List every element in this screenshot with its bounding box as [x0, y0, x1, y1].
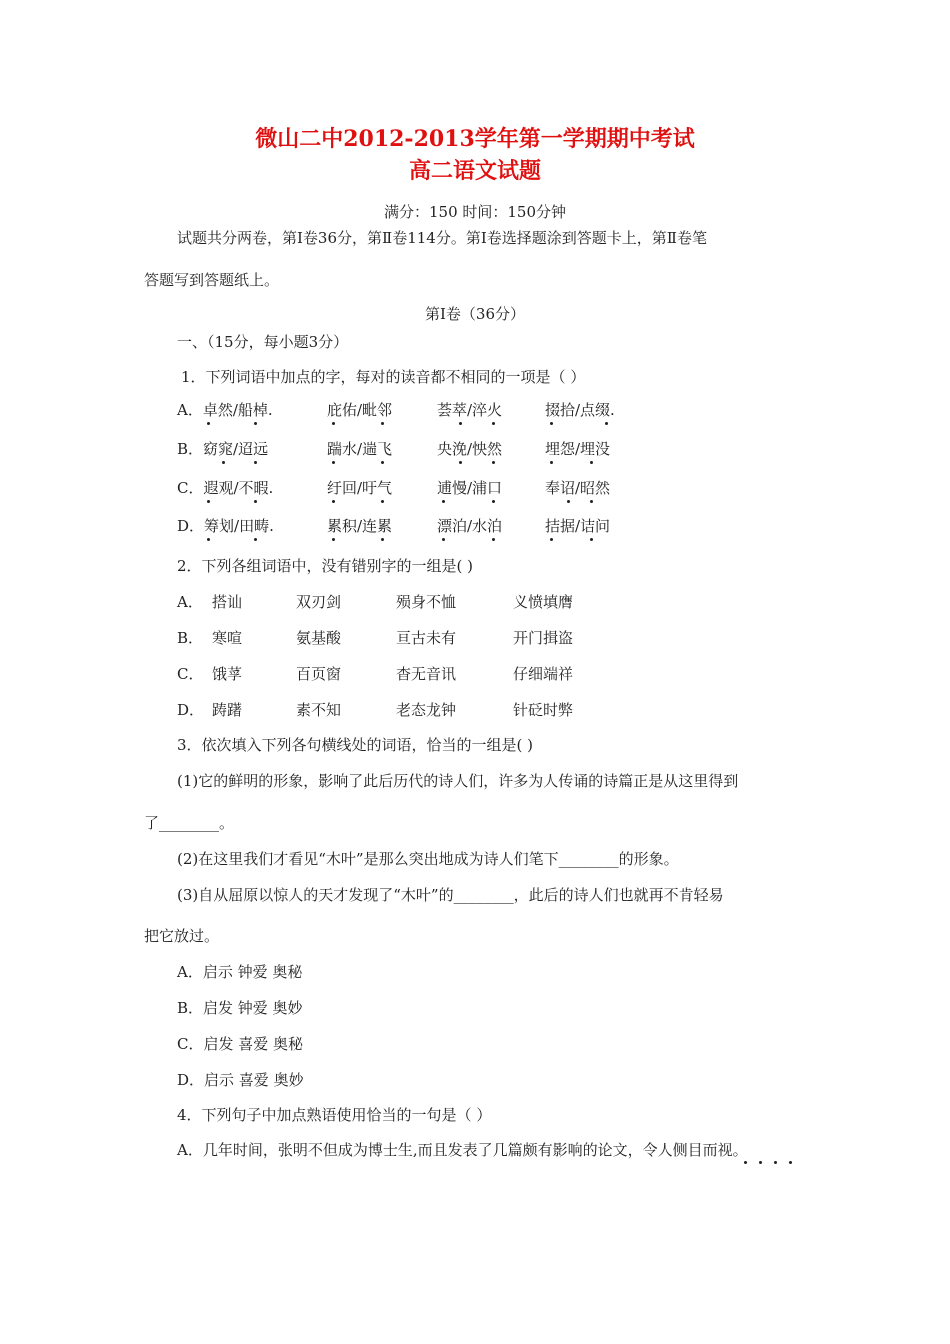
- intro-line-2: 答题写到答题纸上。: [144, 271, 280, 289]
- q3-sentence-3a: (3)自从屈原以惊人的天才发现了“木叶”的________，此后的诗人们也就再不肯轻易: [177, 886, 724, 904]
- q2-c-2: 百页窗: [296, 665, 342, 683]
- q3-option-b: B．启发 钟爱 奥妙: [177, 999, 303, 1017]
- q3-sentence-2: (2)在这里我们才看见“木叶”是那么突出地成为诗人们笔下________的形象。: [177, 850, 679, 868]
- q2-d-1: 踌躇: [212, 701, 243, 719]
- q3-option-a: A．启示 钟爱 奥秘: [177, 963, 303, 981]
- score-time: 满分：150 时间：150分钟: [383, 203, 567, 221]
- q1-a-2: 庇佑/毗邻: [327, 401, 393, 419]
- q1-a-1: A．卓然/船棹.: [177, 401, 273, 419]
- q1-c-3: 逋慢/浦口: [437, 479, 503, 497]
- q3-sentence-1b: 了________。: [144, 814, 235, 832]
- q2-a-3: 殒身不恤: [396, 593, 457, 611]
- q2-a-4: 义愤填膺: [513, 593, 574, 611]
- q1-d-1: D．筹划/田畴.: [177, 517, 274, 535]
- q2-b-2: 氨基酸: [296, 629, 342, 647]
- q3-stem: 3．依次填入下列各句横线处的词语，恰当的一组是( ): [177, 736, 534, 754]
- q1-c-2: 纡回/吁气: [327, 479, 393, 497]
- intro-line-1: 试题共分两卷，第Ⅰ卷36分，第Ⅱ卷114分。第Ⅰ卷选择题涂到答题卡上，第Ⅱ卷笔: [177, 229, 707, 247]
- q2-b-3: 亘古未有: [396, 629, 457, 647]
- q3-option-d: D．启示 喜爱 奥妙: [177, 1071, 304, 1089]
- part-one-heading: 一、（15分，每小题3分）: [177, 333, 349, 351]
- q1-b-4: 埋怨/埋没: [545, 440, 611, 458]
- q4-stem: 4．下列句子中加点熟语使用恰当的一句是（ ）: [177, 1106, 492, 1124]
- q1-b-2: 踹水/遄飞: [327, 440, 393, 458]
- q3-sentence-1a: (1)它的鲜明的形象，影响了此后历代的诗人们，许多为人传诵的诗篇正是从这里得到: [177, 772, 739, 790]
- q2-a-2: 双刃剑: [296, 593, 342, 611]
- q2-stem: 2．下列各组词语中，没有错别字的一组是( ): [177, 557, 474, 575]
- q1-a-3: 荟萃/淬火: [437, 401, 503, 419]
- q2-c-label: C．: [177, 665, 204, 683]
- q1-d-4: 拮据/诘问: [545, 517, 611, 535]
- q2-b-1: 寒喧: [212, 629, 243, 647]
- q2-d-4: 针砭时弊: [513, 701, 574, 719]
- q1-b-3: 央浼/怏然: [437, 440, 503, 458]
- q4-option-a: A．几年时间，张明不但成为博士生,而且发表了几篇颇有影响的论文，令人侧目而视。: [177, 1141, 748, 1159]
- q2-a-1: 搭讪: [212, 593, 243, 611]
- exam-title-line2: 高二语文试题: [408, 158, 541, 184]
- q2-d-label: D．: [177, 701, 205, 719]
- q1-d-2: 累积/连累: [327, 517, 393, 535]
- volume-title: 第Ⅰ卷（36分）: [424, 305, 525, 323]
- q2-b-label: B．: [177, 629, 204, 647]
- q2-c-3: 杳无音讯: [396, 665, 457, 683]
- q1-a-4: 掇拾/点缀.: [545, 401, 615, 419]
- q1-b-1: B．窈窕/迢远: [177, 440, 269, 458]
- q2-c-1: 饿莩: [212, 665, 243, 683]
- q1-d-3: 漂泊/水泊: [437, 517, 503, 535]
- q2-c-4: 仔细端祥: [513, 665, 574, 683]
- q1-c-4: 奉诏/昭然: [545, 479, 611, 497]
- q2-a-label: A．: [177, 593, 203, 611]
- q2-d-3: 老态龙钟: [396, 701, 457, 719]
- q2-b-4: 开门揖盗: [513, 629, 574, 647]
- q3-option-c: C．启发 喜爱 奥秘: [177, 1035, 304, 1053]
- q2-d-2: 素不知: [296, 701, 342, 719]
- q1-c-1: C．遐观/不暇.: [177, 479, 274, 497]
- q3-sentence-3b: 把它放过。: [144, 927, 220, 945]
- exam-title-line1: 微山二中2012-2013学年第一学期期中考试: [255, 126, 695, 152]
- q1-stem: 1．下列词语中加点的字，每对的读音都不相同的一项是（ ）: [181, 368, 586, 386]
